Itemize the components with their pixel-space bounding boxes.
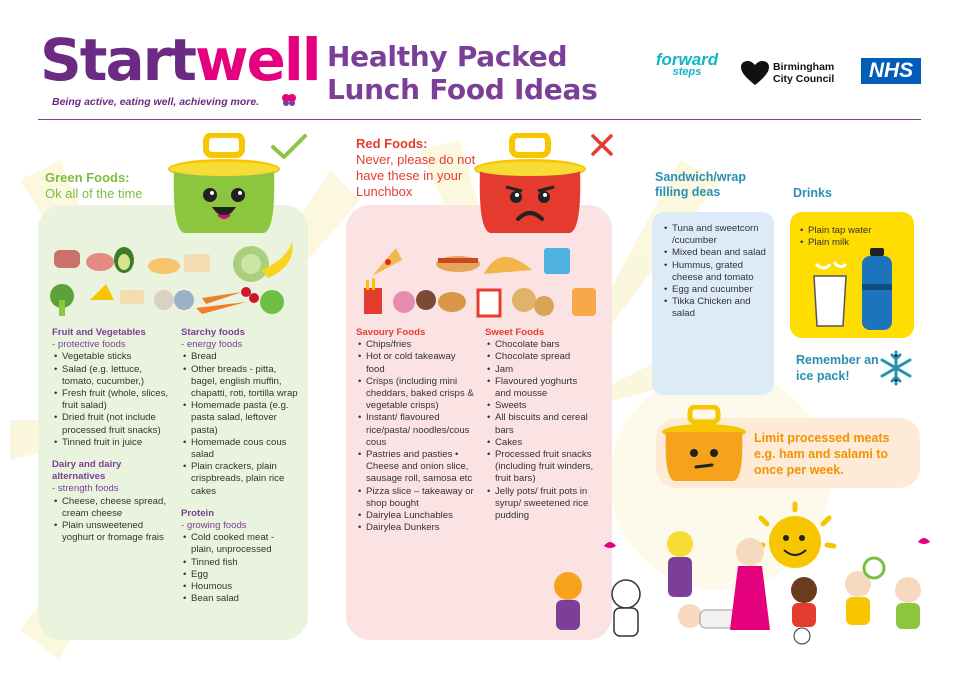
drinks-list [798, 225, 910, 249]
list-item: • Homemade cous cous salad [181, 437, 299, 461]
list-item: • Tuna and sweetcorn /cucumber [662, 223, 770, 247]
list-item: • Tinned fish [181, 557, 299, 569]
fruit-veg-list [52, 351, 170, 449]
dairy-heading: Dairy and dairy alternatives [52, 459, 122, 483]
sandwich-column [662, 223, 770, 321]
sandwich-heading: Sandwich/wrap filling deas [655, 170, 746, 199]
list-item: • Salad (e.g. lettuce, tomato, cucumber,) [52, 364, 170, 388]
list-item: • Plain crackers, plain crispbreads, plain rice cakes [181, 461, 299, 498]
limit-processed-meats-text: Limit processed meats e.g. ham and salami to once per week. [754, 431, 890, 477]
list-item: • Egg [181, 569, 299, 581]
list-item: • Plain unsweetened yoghurt or fromage frais [52, 520, 170, 544]
red-foods-title: Red Foods: [356, 136, 428, 151]
birmingham-city-council-logo [740, 60, 850, 86]
snowflake-icon [878, 350, 914, 386]
fruit-veg-heading: Fruit and Vegetables [52, 327, 146, 338]
list-item: • Dairylea Dunkers [356, 522, 474, 534]
fruit-veg-sub: - protective foods [52, 339, 126, 351]
list-item: • Plain milk [798, 237, 910, 249]
starchy-column [181, 327, 299, 605]
starchy-list [181, 351, 299, 497]
list-item: • Processed fruit snacks (including fruit winders, fruit bars) [485, 449, 595, 486]
fruit-veg-column [52, 327, 170, 544]
list-item: • Hummus, grated cheese and tomato [662, 260, 770, 284]
sweet-list [485, 339, 595, 522]
sweet-heading: Sweet Foods [485, 327, 545, 338]
list-item: • Cakes [485, 437, 595, 449]
savoury-heading: Savoury Foods [356, 327, 426, 338]
list-item: • Jam [485, 364, 595, 376]
dairy-list [52, 496, 170, 545]
dairy-sub: - strength foods [52, 483, 119, 495]
green-foods-heading [45, 170, 143, 202]
milk-glass-icon [808, 258, 852, 328]
forward-steps-line2: steps [672, 66, 702, 78]
list-item: • Jelly pots/ fruit pots in syrup/ sweetened rice pudding [485, 486, 595, 523]
cross-icon [590, 133, 614, 157]
heart-icon [740, 60, 770, 86]
list-item: • Fresh fruit (whole, slices, fruit salad) [52, 388, 170, 412]
bcc-text [773, 61, 834, 85]
forward-steps-logo [650, 52, 724, 92]
bcc-line1: Birmingham [773, 61, 835, 73]
sandwich-list [662, 223, 770, 321]
list-item: • Instant/ flavoured rice/pasta/ noodles/cous cous [356, 412, 474, 449]
logo-tagline: Being active, eating well, achieving more. [52, 96, 260, 108]
healthy-food-illustration [46, 240, 296, 320]
list-item: • Other breads - pitta, bagel, english muffin, chapatti, roti, tortilla wrap [181, 364, 299, 401]
startwell-logo [40, 28, 320, 92]
logo-well-text: well [194, 26, 320, 94]
children-illustration [540, 498, 940, 648]
list-item: • Pizza slice – takeaway or shop bought [356, 486, 474, 510]
sun-icon [756, 504, 834, 568]
list-item: • Chocolate bars [485, 339, 595, 351]
red-foods-heading [356, 136, 476, 200]
page-title [327, 40, 597, 106]
list-item: • Flavoured yoghurts and mousse [485, 376, 595, 400]
list-item: • Tinned fruit in juice [52, 437, 170, 449]
list-item: • Cold cooked meat - plain, unprocessed [181, 532, 299, 556]
savoury-column [356, 327, 474, 534]
list-item: • Homemade pasta (e.g. pasta salad, leftover pasta) [181, 400, 299, 437]
starchy-heading: Starchy foods [181, 327, 245, 338]
list-item: • All biscuits and cereal bars [485, 412, 595, 436]
forward-steps-line1: forward [655, 50, 719, 69]
protein-list [181, 532, 299, 605]
bcc-line2: City Council [773, 73, 835, 85]
list-item: • Bread [181, 351, 299, 363]
drinks-column [798, 225, 910, 249]
title-line-2: Lunch Food Ideas [327, 73, 598, 106]
logo-start-text: Start [40, 26, 195, 94]
list-item: • Mixed bean and salad [662, 247, 770, 259]
list-item: • Chips/fries [356, 339, 474, 351]
list-item: • Cheese, cheese spread, cream cheese [52, 496, 170, 520]
savoury-list [356, 339, 474, 534]
list-item: • Dairylea Lunchables [356, 510, 474, 522]
green-foods-title: Green Foods: [45, 170, 130, 185]
list-item: • Vegetable sticks [52, 351, 170, 363]
list-item: • Chocolate spread [485, 351, 595, 363]
list-item: • Pastries and pasties • Cheese and onion slice, sausage roll, samosa etc [356, 449, 474, 486]
list-item: • Dried fruit (not include processed fruit snacks) [52, 412, 170, 436]
orange-lunchbox-icon [660, 405, 748, 485]
butterfly-icon [281, 93, 297, 107]
protein-sub: - growing foods [181, 520, 247, 532]
list-item: • Bean salad [181, 593, 299, 605]
tick-icon [270, 133, 308, 161]
list-item: • Tikka Chicken and salad [662, 296, 770, 320]
list-item: • Crisps (including mini cheddars, baked crisps & vegetable crisps) [356, 376, 474, 413]
sweet-column [485, 327, 595, 522]
header-divider [38, 119, 921, 120]
green-lunchbox-icon [164, 133, 284, 239]
water-bottle-icon [860, 248, 894, 330]
red-lunchbox-icon [470, 133, 590, 239]
title-line-1: Healthy Packed [327, 40, 568, 73]
red-foods-subtitle: Never, please do not have these in your Lunchbox [356, 152, 476, 199]
list-item: • Egg and cucumber [662, 284, 770, 296]
list-item: • Sweets [485, 400, 595, 412]
list-item: • Houmous [181, 581, 299, 593]
unhealthy-food-illustration [354, 240, 604, 320]
green-foods-subtitle: Ok all of the time [45, 186, 143, 201]
protein-heading: Protein [181, 507, 215, 519]
list-item: • Hot or cold takeaway food [356, 351, 474, 375]
nhs-logo: NHS [861, 58, 921, 84]
drinks-heading: Drinks [793, 186, 832, 200]
list-item: • Plain tap water [798, 225, 910, 237]
starchy-sub: - energy foods [181, 339, 243, 351]
ice-pack-reminder: Remember an ice pack! [796, 353, 879, 383]
